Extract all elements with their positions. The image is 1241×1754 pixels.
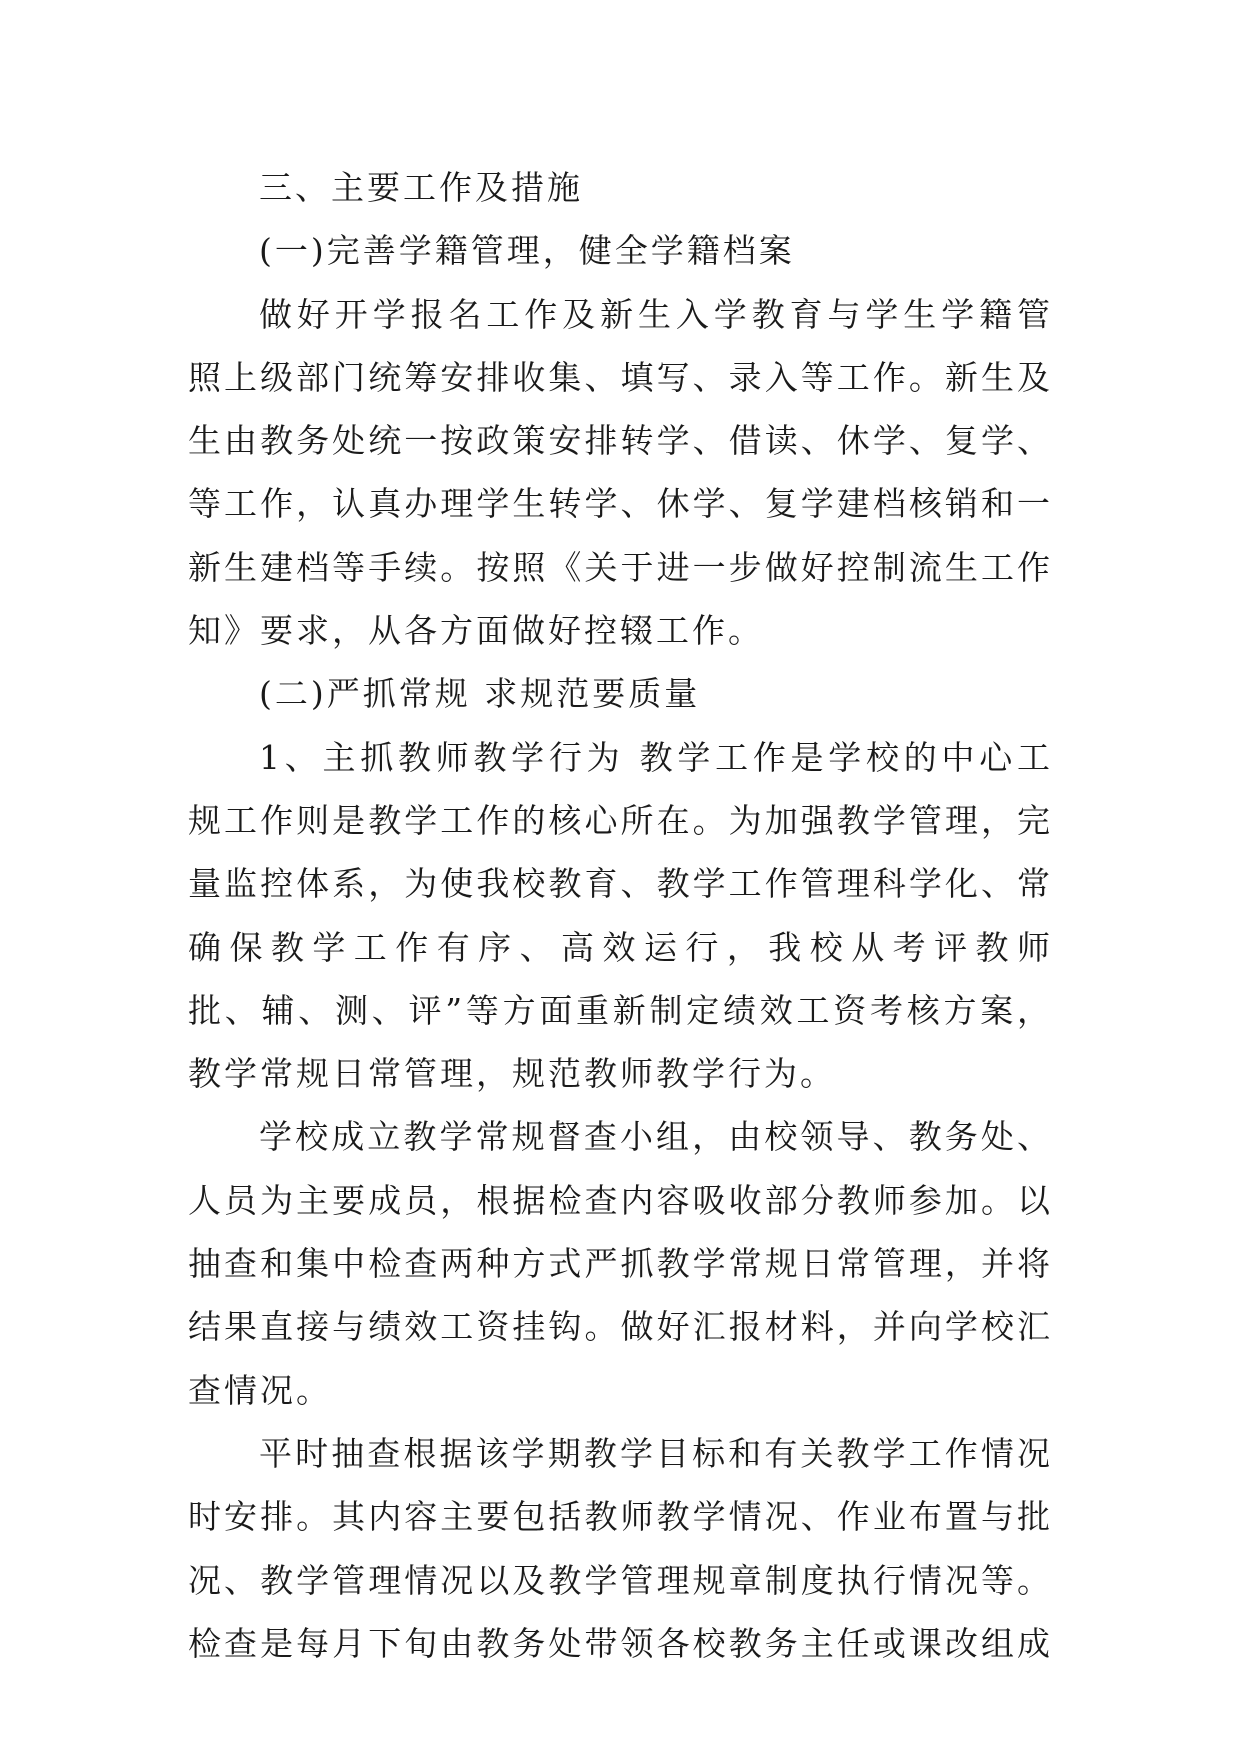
- paragraph-line: 批、辅、测、评”等方面重新制定绩效工资考核方案，: [188, 990, 1053, 1030]
- paragraph-line: 量监控体系，为使我校教育、教学工作管理科学化、常: [188, 864, 1053, 904]
- paragraph-line: 照上级部门统筹安排收集、填写、录入等工作。新生及: [188, 357, 1053, 397]
- paragraph-line: 查情况。: [188, 1370, 332, 1410]
- paragraph-line: 1、主抓教师教学行为 教学工作是学校的中心工: [259, 737, 1053, 777]
- paragraph-line: 规工作则是教学工作的核心所在。为加强教学管理，完: [188, 800, 1053, 840]
- paragraph-line: 检查是每月下旬由教务处带领各校教务主任或课改组成: [188, 1623, 1053, 1663]
- paragraph-line: 况、教学管理情况以及教学管理规章制度执行情况等。: [188, 1560, 1053, 1600]
- paragraph-line: 知》要求，从各方面做好控辍工作。: [188, 611, 764, 651]
- paragraph-line: 抽查和集中检查两种方式严抓教学常规日常管理，并将: [188, 1244, 1053, 1284]
- subsection-heading: (二)严抓常规 求规范要质量: [259, 674, 701, 714]
- paragraph-line: 生由教务处统一按政策安排转学、借读、休学、复学、: [188, 421, 1053, 461]
- paragraph-line: 平时抽查根据该学期教学目标和有关教学工作情况: [259, 1433, 1053, 1473]
- paragraph-line: 新生建档等手续。按照《关于进一步做好控制流生工作: [188, 547, 1053, 587]
- paragraph-line: 等工作，认真办理学生转学、休学、复学建档核销和一: [188, 484, 1053, 524]
- paragraph-line: 结果直接与绩效工资挂钩。做好汇报材料，并向学校汇: [188, 1307, 1053, 1347]
- paragraph-line: 学校成立教学常规督查小组，由校领导、教务处、: [259, 1117, 1053, 1157]
- paragraph-line: 确保教学工作有序、高效运行，我校从考评教师: [188, 927, 1053, 967]
- paragraph-line: 教学常规日常管理，规范教师教学行为。: [188, 1054, 836, 1094]
- paragraph-line: 时安排。其内容主要包括教师教学情况、作业布置与批: [188, 1497, 1053, 1537]
- section-heading: 三、主要工作及措施: [259, 168, 583, 207]
- subsection-heading: (一)完善学籍管理，健全学籍档案: [259, 231, 795, 271]
- document-body: [188, 156, 1053, 1675]
- paragraph-line: 做好开学报名工作及新生入学教育与学生学籍管: [259, 294, 1053, 334]
- paragraph-line: 人员为主要成员，根据检查内容吸收部分教师参加。以: [188, 1180, 1053, 1220]
